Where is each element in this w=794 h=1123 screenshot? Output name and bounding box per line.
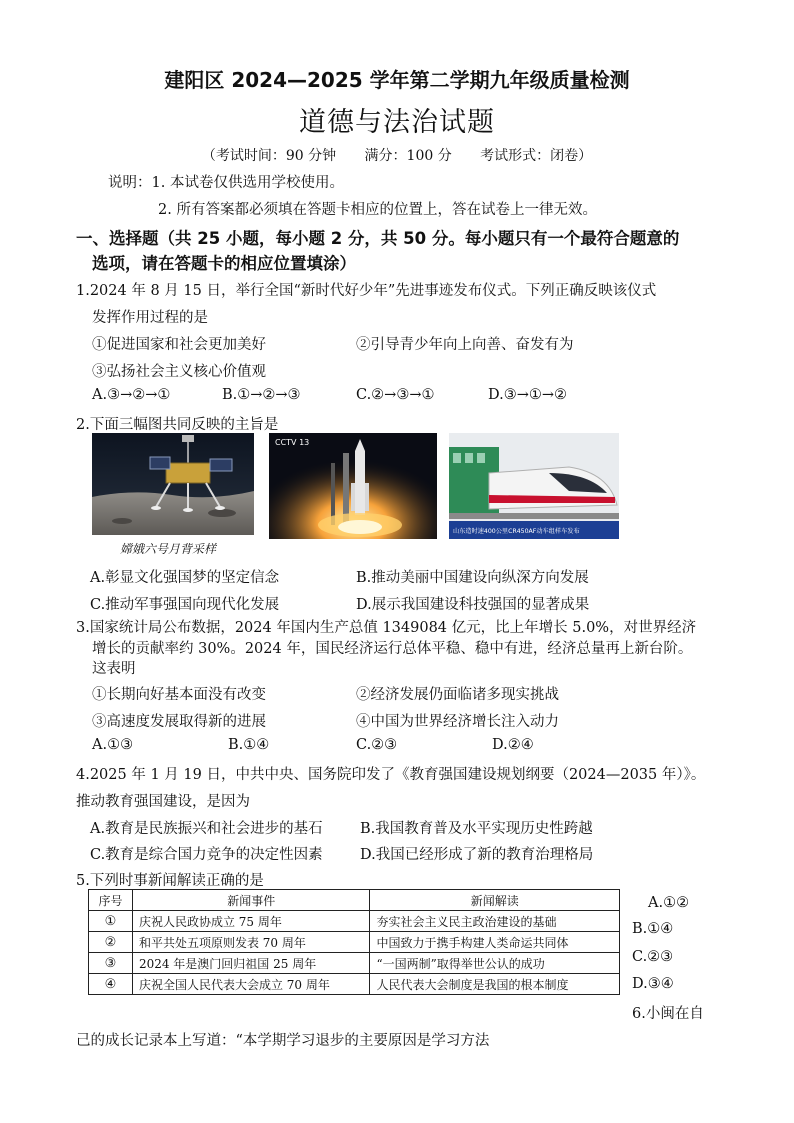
q3-stem-line3: 这表明 — [92, 661, 136, 677]
q1-stem-line2: 发挥作用过程的是 — [92, 310, 208, 326]
q4-option-c: C.教育是综合国力竞争的决定性因素 — [90, 847, 323, 863]
row-index: ① — [89, 911, 133, 932]
table-row — [89, 911, 620, 932]
q1-item-2: ②引导青少年向上向善、奋发有为 — [356, 337, 574, 353]
q3-option-b: B.①④ — [228, 737, 270, 753]
news-event: 和平共处五项原则发表 70 周年 — [132, 932, 370, 953]
section-heading-line2: 选项，请在答题卡的相应位置填涂） — [92, 254, 356, 273]
q5-option-b: B.①④ — [632, 921, 674, 937]
rocket-launch-illustration — [269, 433, 437, 539]
exam-form: 考试形式：闭卷） — [480, 148, 593, 164]
q3-option-d: D.②④ — [492, 737, 534, 753]
lander-caption: 嫦娥六号月背采样 — [120, 542, 217, 556]
subject-title: 道德与法治试题 — [299, 107, 495, 138]
q6-stem-line1: 6.小闽在自 — [632, 1006, 704, 1022]
q3-option-c: C.②③ — [356, 737, 398, 753]
q1-item-1: ①促进国家和社会更加美好 — [92, 337, 266, 353]
lunar-lander-illustration — [92, 433, 254, 535]
news-interpretation: 人民代表大会制度是我国的根本制度 — [370, 974, 620, 995]
news-event: 2024 年是澳门回归祖国 25 周年 — [132, 953, 370, 974]
news-interpretation: 夯实社会主义民主政治建设的基础 — [370, 911, 620, 932]
news-event: 庆祝全国人民代表大会成立 70 周年 — [132, 974, 370, 995]
news-event: 庆祝人民政协成立 75 周年 — [132, 911, 370, 932]
q1-option-a: A.③→②→① — [92, 387, 171, 403]
q2-stem: 2.下面三幅图共同反映的主旨是 — [76, 417, 279, 433]
news-table-header — [89, 890, 620, 911]
table-row — [89, 932, 620, 953]
q5-stem: 5.下列时事新闻解读正确的是 — [76, 873, 264, 889]
q1-stem-line1: 1.2024 年 8 月 15 日，举行全国“新时代好少年”先进事迹发布仪式。下列正确反映该仪式 — [76, 283, 657, 299]
news-interpretation: 中国致力于携手构建人类命运共同体 — [370, 932, 620, 953]
q4-stem-line1: 4.2025 年 1 月 19 日，中共中央、国务院印发了《教育强国建设规划纲要（2024—2035 年）》。 — [76, 767, 706, 783]
col-header-interpretation: 新闻解读 — [370, 890, 620, 911]
table-row — [89, 974, 620, 995]
q3-stem-line1: 3.国家统计局公布数据，2024 年国内生产总值 1349084 亿元，比上年增长 5.0%，对世界经济 — [76, 620, 697, 636]
news-interpretation: “一国两制”取得举世公认的成功 — [370, 953, 620, 974]
q3-item-1: ①长期向好基本面没有改变 — [92, 687, 266, 703]
row-index: ② — [89, 932, 133, 953]
q5-option-d: D.③④ — [632, 976, 674, 992]
q4-option-d: D.我国已经形成了新的教育治理格局 — [360, 847, 594, 863]
col-header-index: 序号 — [89, 890, 133, 911]
q2-option-d: D.展示我国建设科技强国的显著成果 — [356, 597, 590, 613]
q5-option-a: A.①② — [648, 895, 690, 911]
row-index: ④ — [89, 974, 133, 995]
q4-option-a: A.教育是民族振兴和社会进步的基石 — [90, 821, 323, 837]
section-heading-line1: 一、选择题（共 25 小题，每小题 2 分，共 50 分。每小题只有一个最符合题意的 — [76, 229, 680, 248]
q3-item-2: ②经济发展仍面临诸多现实挑战 — [356, 687, 559, 703]
q3-stem-line2: 增长的贡献率约 30%。2024 年，国民经济运行总体平稳、稳中有进，经济总量再上新台阶。 — [92, 641, 693, 657]
cctv-logo: CCTV 13 — [275, 438, 310, 447]
q1-option-b: B.①→②→③ — [222, 387, 301, 403]
lunar-lander-photo — [92, 433, 254, 535]
train-caption: 山东造时速400公里CR450AF动车组样车发布 — [453, 528, 580, 535]
q1-option-d: D.③→①→② — [488, 387, 568, 403]
q6-stem-line2: 己的成长记录本上写道：“本学期学习退步的主要原因是学习方法 — [76, 1033, 490, 1049]
q4-stem-line2: 推动教育强国建设，是因为 — [76, 794, 250, 810]
news-table — [88, 889, 620, 995]
exam-score: 满分：100 分 — [364, 148, 452, 164]
note-2: 2. 所有答案都必须填在答题卡相应的位置上，答在试卷上一律无效。 — [158, 202, 597, 218]
q5-option-c: C.②③ — [632, 949, 674, 965]
q3-item-4: ④中国为世界经济增长注入动力 — [356, 714, 559, 730]
train-illustration — [449, 433, 619, 539]
q2-option-c: C.推动军事强国向现代化发展 — [90, 597, 280, 613]
col-header-event: 新闻事件 — [132, 890, 370, 911]
q2-option-b: B.推动美丽中国建设向纵深方向发展 — [356, 570, 589, 586]
exam-title: 建阳区 2024—2025 学年第二学期九年级质量检测 — [164, 68, 630, 92]
row-index: ③ — [89, 953, 133, 974]
table-row — [89, 953, 620, 974]
q3-option-a: A.①③ — [92, 737, 134, 753]
q1-option-c: C.②→③→① — [356, 387, 435, 403]
q2-option-a: A.彰显文化强国梦的坚定信念 — [90, 570, 280, 586]
note-1: 说明：1. 本试卷仅供选用学校使用。 — [108, 175, 344, 191]
train-photo — [449, 433, 619, 539]
q1-item-3: ③弘扬社会主义核心价值观 — [92, 364, 266, 380]
q3-item-3: ③高速度发展取得新的进展 — [92, 714, 266, 730]
exam-time: （考试时间：90 分钟 — [201, 148, 337, 164]
rocket-launch-photo — [269, 433, 437, 539]
exam-meta — [0, 145, 794, 165]
q4-option-b: B.我国教育普及水平实现历史性跨越 — [360, 821, 593, 837]
